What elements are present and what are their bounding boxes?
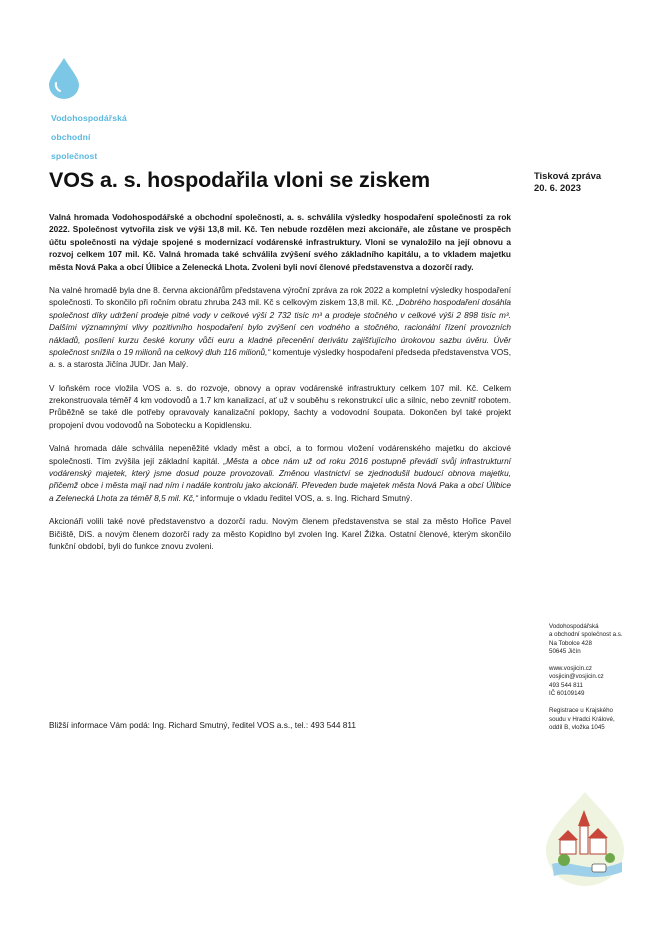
paragraph-results-intro: Na valné hromadě byla dne 8. června akcionářům představena výroční zpráva za rok 2022 a kompletní výsledky hospodaření společnosti. To skončilo při ročním obratu zhruba 243 mil. Kč s celkovým ziskem 13,8 mil. Kč. — [49, 284, 511, 308]
logo-wordmark — [51, 104, 127, 171]
paragraph-results — [49, 284, 511, 371]
paragraph-capital — [49, 442, 511, 504]
water-drop-icon — [46, 56, 82, 100]
city: 50645 Jičín — [549, 647, 581, 655]
street: Na Tobolce 428 — [549, 639, 592, 647]
contact-line: Bližší informace Vám podá: Ing. Richard Smutný, ředitel VOS a.s., tel.: 493 544 811 — [49, 720, 356, 730]
paragraph-boards: Akcionáři volili také nové představenstvo a dozorčí radu. Novým členem představenstva se stal za město Hořice Pavel Bičiště, DiS. a novým členem dozorčí rady za město Kopidlno byl zvolen Ing. Karel Žižka. Ostatní členové, kterým skončilo funkční období, byli do funkce znovu zvoleni. — [49, 516, 511, 551]
logo-line-3: společnost — [51, 150, 98, 161]
registration-line-1: Registrace u Krajského — [549, 707, 613, 715]
address-block — [549, 623, 623, 656]
page-title: VOS a. s. hospodařila vloni se ziskem — [49, 168, 431, 192]
quote-director: „Města a obce nám už od roku 2016 postupně převádí svůj infrastrukturní vodárenský majetek, který jsme dosud pouze provozovali. Změnou vlastnictví se zjednodušil budoucí obnova majetku, přičemž obce i města mají nad ním i nadále kontrolu jako akcionáři. Převeden bude majetek města Nová Paka a obcí Úlibice a Zelenecká Lhota za téměř 8,5 mil. Kč,“ — [49, 455, 511, 503]
registration-block — [549, 707, 623, 732]
document-meta — [534, 170, 601, 194]
paragraph-capital-attribution: informuje o vkladu ředitel VOS, a. s. Ing. Richard Smutný. — [197, 492, 413, 503]
logo-line-2: obchodní — [51, 131, 91, 142]
article-body — [49, 211, 511, 563]
company-name-2: a obchodní společnost a.s. — [549, 631, 623, 639]
company-name: Vodohospodářská — [549, 623, 599, 630]
paragraph-results-attribution: komentuje výsledky hospodaření předseda představenstva VOS, a. s. a starosta Jičína JUDr. Jan Malý. — [49, 346, 512, 370]
phone-number: 493 544 811 — [549, 681, 583, 689]
logo-line-1: Vodohospodářská — [51, 112, 127, 123]
lead-paragraph: Valná hromada Vodohospodářské a obchodní společnosti, a. s. schválila výsledky hospodaření společnosti za rok 2022. Společnost vytvořila zisk ve výši 13,8 mil. Kč. Ten nebude rozdělen mezi akcionáře, ale zůstane ve prospěch účtu společnosti na výdaje spojené s modernizací vodárenské infrastruktury. Vloni se vynaložilo na její obnovu a rozvoj celkem 107 mil. Kč. Valná hromada také schválila zvýšení svého základního kapitálu, a to vkladem majetku města Nová Paka a obcí Úlibice a Zelenecká Lhota. Zvoleni byli noví členové představenstva a dozorčí rady. — [49, 212, 511, 272]
contact-block — [549, 665, 623, 698]
company-sidebar — [549, 623, 623, 741]
company-id: IČ 60109149 — [549, 690, 585, 698]
quote-chairman: „Dobrého hospodaření dosáhla společnost díky udržení prodeje pitné vody v celkové výši 2 732 tisíc m³ a prodeje stočného v celkové výši 2 898 tisíc m³. Dalšími významnými vlivy pozitivního hospodaření bylo zvýšení cen vodného a stočného, racionální řízení provozních nákladů, posílení kurzu české koruny vůči euru a kladné přecenění derivátu zajišťujícího úrokovou sazbu úvěru. Úvěr společnost snížila o 19 milionů na celkový dluh 116 milionů,“ — [49, 297, 511, 357]
document-date: 20. 6. 2023 — [534, 182, 581, 193]
town-drop-illustration — [530, 780, 640, 895]
document-type: Tisková zpráva — [534, 170, 602, 181]
website-link[interactable]: www.vosjicin.cz — [549, 665, 592, 673]
paragraph-investment: V loňském roce vložila VOS a. s. do rozvoje, obnovy a oprav vodárenské infrastruktury celkem 107 mil. Kč. Celkem zrekonstruovala téměř 4 km vodovodů a 1.7 km kanalizací, ať už v souběhu s rekonstrukcí ulic a silnic, nebo zevnitř robotem. Průběžně se také dle potřeby opravovaly kanalizační poklopy, šachty a vodovodní šoupata. Dokončen byl také projekt propojení dvou vodovodů na Sobotecku a Kopidlensku. — [49, 382, 511, 430]
registration-line-3: oddíl B, vložka 1045 — [549, 723, 605, 731]
company-logo — [46, 56, 82, 105]
email-link[interactable]: vosjicin@vosjicin.cz — [549, 673, 604, 681]
registration-line-2: soudu v Hradci Králové, — [549, 715, 615, 723]
paragraph-capital-intro: Valná hromada dále schválila nepeněžité vklady měst a obcí, a to formou vložení vodárenského majetku do akciové společnosti. Tím zvýšila její základní kapitál. — [49, 443, 511, 466]
